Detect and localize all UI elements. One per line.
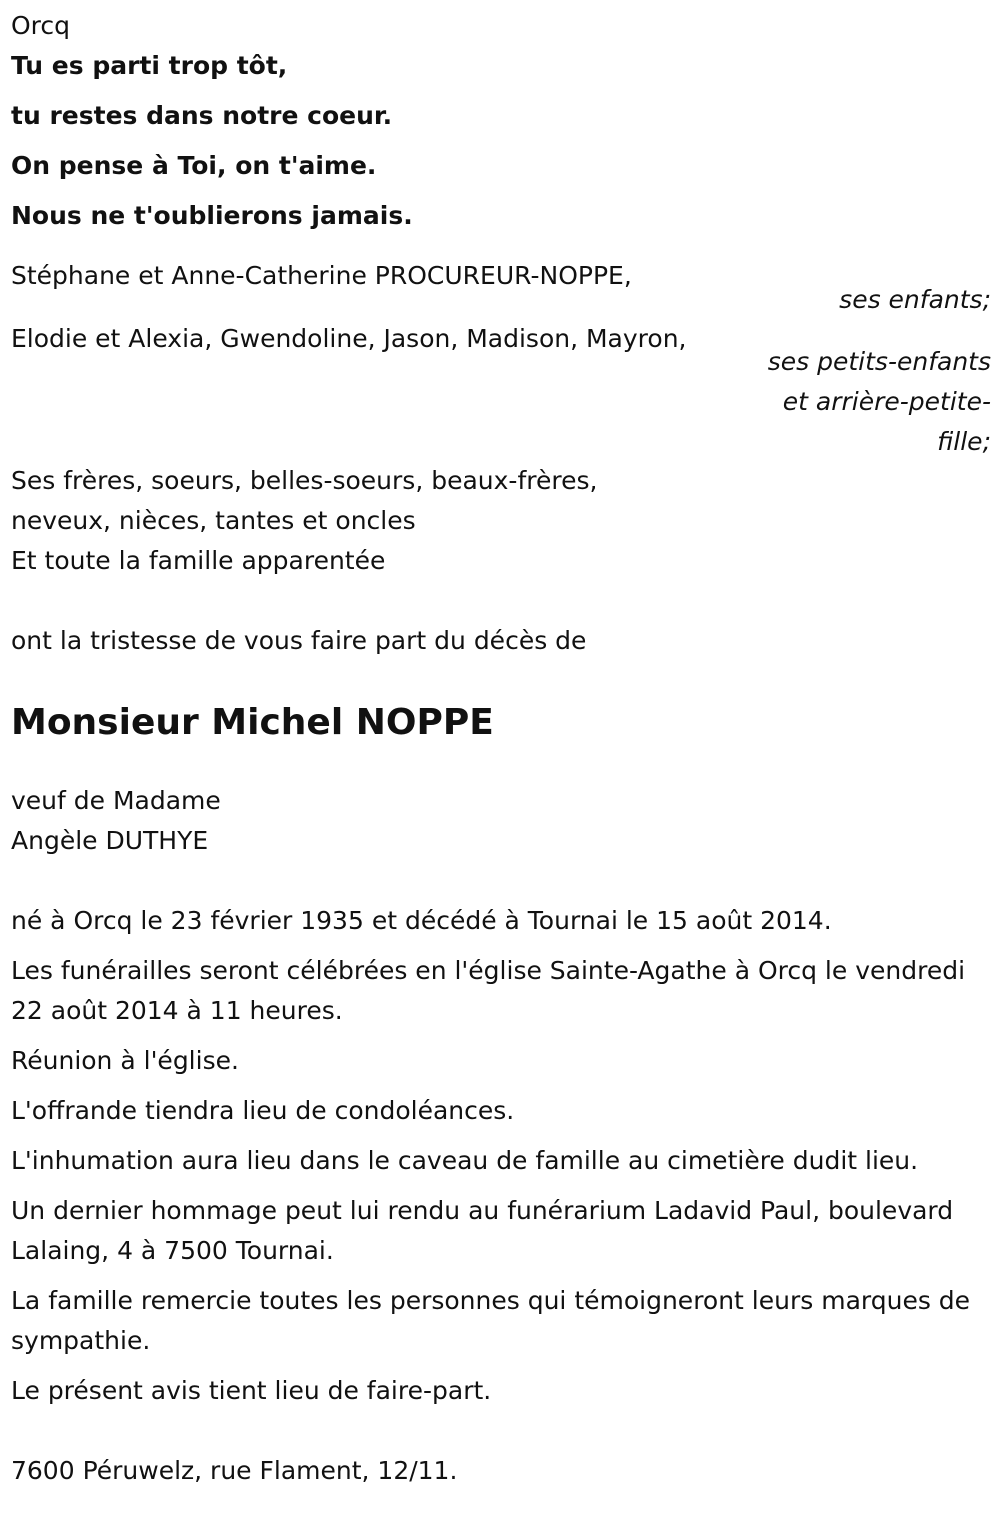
poem xyxy=(11,46,991,236)
relatives xyxy=(11,461,991,581)
poem-line: Nous ne t'oublierons jamais. xyxy=(11,201,413,230)
children-names: Stéphane et Anne-Catherine PROCUREUR-NOPPE, xyxy=(11,261,632,290)
funeral-details xyxy=(11,901,991,1411)
detail-paragraph: L'offrande tiendra lieu de condoléances. xyxy=(11,1096,515,1125)
obituary-notice xyxy=(11,6,991,1491)
detail-paragraph: né à Orcq le 23 février 1935 et décédé à Tournai le 15 août 2014. xyxy=(11,906,832,935)
grandchildren-role: ses petits-enfants et arrière-petite-fille; xyxy=(767,347,991,456)
deceased-name: Monsieur Michel NOPPE xyxy=(11,702,494,743)
widower-line: Angèle DUTHYE xyxy=(11,826,209,855)
poem-line: On pense à Toi, on t'aime. xyxy=(11,151,377,180)
widower-line: veuf de Madame xyxy=(11,786,221,815)
place-header: Orcq xyxy=(11,11,71,40)
grandchildren-names: Elodie et Alexia, Gwendoline, Jason, Madison, Mayron, xyxy=(11,324,687,353)
widower-info xyxy=(11,781,991,861)
family-list xyxy=(11,256,991,461)
detail-paragraph: Réunion à l'église. xyxy=(11,1046,239,1075)
family-address: 7600 Péruwelz, rue Flament, 12/11. xyxy=(11,1456,458,1485)
relatives-line: Et toute la famille apparentée xyxy=(11,546,386,575)
detail-paragraph: L'inhumation aura lieu dans le caveau de famille au cimetière dudit lieu. xyxy=(11,1146,919,1175)
relatives-line: neveux, nièces, tantes et oncles xyxy=(11,506,416,535)
detail-paragraph: Un dernier hommage peut lui rendu au funérarium Ladavid Paul, boulevard Lalaing, 4 à 7500 Tournai. xyxy=(11,1196,954,1265)
children-role: ses enfants; xyxy=(839,285,991,314)
poem-line: tu restes dans notre coeur. xyxy=(11,101,393,130)
poem-line: Tu es parti trop tôt, xyxy=(11,51,288,80)
detail-paragraph: Les funérailles seront célébrées en l'église Sainte-Agathe à Orcq le vendredi 22 août 2014 à 11 heures. xyxy=(11,956,966,1025)
detail-paragraph: La famille remercie toutes les personnes qui témoigneront leurs marques de sympathie. xyxy=(11,1286,971,1355)
relatives-line: Ses frères, soeurs, belles-soeurs, beaux-frères, xyxy=(11,466,598,495)
detail-paragraph: Le présent avis tient lieu de faire-part. xyxy=(11,1376,492,1405)
announcement: ont la tristesse de vous faire part du décès de xyxy=(11,626,587,655)
